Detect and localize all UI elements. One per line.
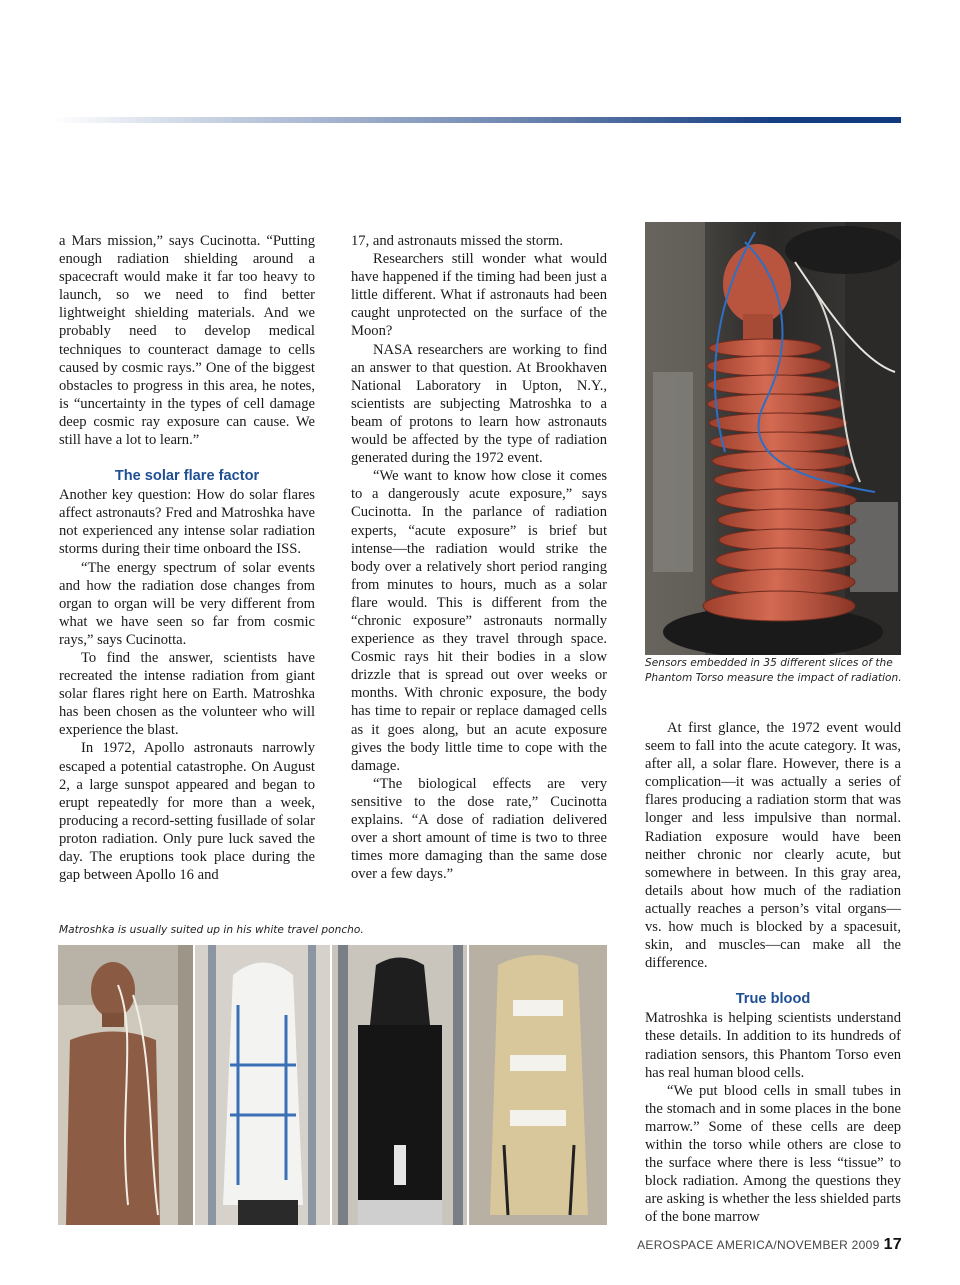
col1-paragraph-3: “The energy spectrum of solar events and how the radiation dose changes from organ to organ will be very different from what we have seen so far from cosmic rays,” says Cucinotta. bbox=[59, 559, 315, 648]
torso-photo-caption: Sensors embedded in 35 different slices of the Phantom Torso measure the impact of radiation. bbox=[645, 657, 902, 684]
publication-info: AEROSPACE AMERICA/NOVEMBER 2009 bbox=[637, 1238, 880, 1252]
col1-paragraph-2: Another key question: How do solar flares affect astronauts? Fred and Matroshka have not experienced any intense solar radiation storms during their time onboard the ISS. bbox=[59, 487, 315, 558]
col1-paragraph-5: In 1972, Apollo astronauts narrowly escaped a potential catastrophe. On August 2, a large sunspot appeared and began to erupt repeatedly for more than a week, producing a record-setting fusillade of solar proton radiation. Only pure luck saved the day. The eruptions took place during the gap between Apollo 16 and bbox=[59, 740, 315, 884]
column-2 bbox=[351, 232, 607, 883]
col2-paragraph-2: Researchers still wonder what would have happened if the timing had been just a little different. What if astronauts had been caught unprotected on the surface of the Moon? bbox=[351, 251, 607, 340]
page-number: 17 bbox=[883, 1236, 902, 1253]
matroshka-suits-illustration bbox=[58, 945, 607, 1225]
section-heading-true-blood: True blood bbox=[735, 991, 811, 1008]
col2-paragraph-1: 17, and astronauts missed the storm. bbox=[351, 233, 563, 249]
phantom-torso-illustration bbox=[645, 222, 901, 655]
col2-paragraph-4: “We want to know how close it comes to a dangerously acute exposure,” says Cucinotta. In the parlance of radiation experts, “acute exposure” is brief but intense—the radiation would strike the body over a relatively short period ranging from minutes to hours, much as a solar flare would. This is different from the “chronic exposure” astronauts normally experience as they travel through space. Cosmic rays hit their bodies in a slow drizzle that is spread out over weeks or months. With chronic exposure, the body has time to repair or replace damaged cells as it goes along, but an acute exposure gives the body little time to cope with the damage. bbox=[351, 468, 607, 774]
col3-paragraph-1: At first glance, the 1972 event would seem to fall into the acute category. It was, after all, a solar flare. However, there is a complication—it was actually a series of flares producing a radiation storm that was longer and less impulsive than normal. Radiation exposure would have been neither chronic nor clearly acute, but somewhere in between. In this gray area, details about how much of the radiation actually reaches a person’s vital organs—vs. how much is blocked by a spacesuit, skin, and muscles—can make all the difference. bbox=[645, 720, 901, 972]
col1-paragraph-1: a Mars mission,” says Cucinotta. “Putting enough radiation shielding around a spacecraft would make it far too heavy to launch, so we need to find better lightweight shielding materials. And we probably need to develop medical techniques to counteract damage to cells caused by cosmic rays.” One of the biggest obstacles to progress in this area, he notes, is “uncertainty in the types of cell damage deep cosmic ray exposure can cause. We still have a lot to learn.” bbox=[59, 233, 315, 449]
page-footer bbox=[637, 1236, 902, 1254]
col3-paragraph-3: “We put blood cells in small tubes in the stomach and in some places in the bone marrow.” Some of these cells are deep within the torso while others are close to the surface where there is less “tissue” to block radiation. Among the questions they are asking is whether the less shielded parts of the bone marrow bbox=[645, 1082, 901, 1226]
column-3 bbox=[645, 719, 901, 1226]
section-heading-solar-flare: The solar flare factor bbox=[114, 468, 260, 485]
column-1 bbox=[59, 232, 315, 884]
col2-paragraph-3: NASA researchers are working to find an answer to that question. At Brookhaven National Laboratory in Upton, N.Y., scientists are subjecting Matroshka to a beam of protons to learn how astronauts would be affected by the type of radiation generated during the 1972 event. bbox=[351, 341, 607, 467]
header-rule bbox=[52, 117, 901, 123]
col3-paragraph-2: Matroshka is helping scientists understand these details. In addition to its hundreds of radiation sensors, this Phantom Torso even has real human blood cells. bbox=[645, 1010, 901, 1081]
strip-photo-caption: Matroshka is usually suited up in his white travel poncho. bbox=[59, 924, 364, 936]
col1-paragraph-4: To find the answer, scientists have recreated the intense radiation from giant solar flares right here on Earth. Matroshka has been chosen as the volunteer who will experience the blast. bbox=[59, 649, 315, 739]
col2-paragraph-5: “The biological effects are very sensitive to the dose rate,” Cucinotta explains. “A dose of radiation delivered over a short amount of time is two to three times more damaging than the same dose over a few days.” bbox=[351, 775, 607, 883]
matroshka-photo-strip bbox=[58, 945, 607, 1225]
phantom-torso-photo bbox=[645, 222, 901, 655]
